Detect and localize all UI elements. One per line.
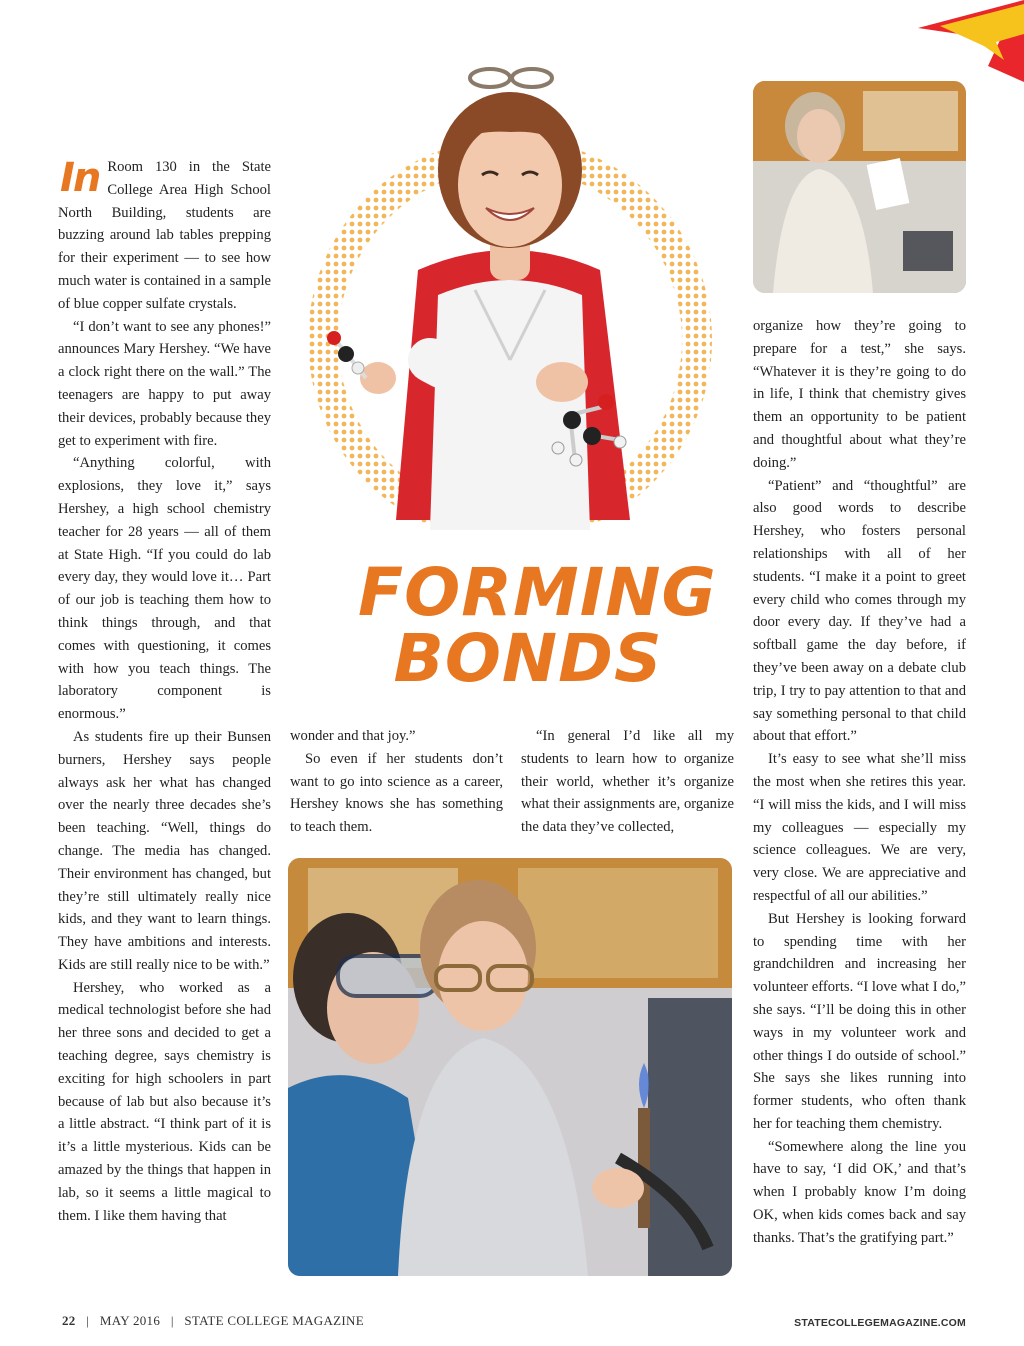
lead-paragraph <box>58 156 271 316</box>
drop-cap: In <box>60 155 100 201</box>
paragraph: “In general I’d like all my students to learn how to organize their world, whether it’s organize what their assignments are, organize the data they’ve collected, <box>521 728 734 836</box>
website-url[interactable]: STATECOLLEGEMAGAZINE.COM <box>794 1317 966 1329</box>
headline-line-2: BONDS <box>393 620 663 697</box>
paragraph: “Patient” and “thoughtful” are also good words to describe Hershey, who fosters personal relationships with all of her students. “I make it a point to greet every child who comes through my door every day. If they’ve had a softball game the day before, if they’ve been away on a debate club trip, I try to pay attention to that and say something personal to that child about that effort.” <box>753 477 966 745</box>
paragraph: “I don’t want to see any phones!” announces Mary Hershey. “We have a clock right there on the wall.” The teenagers are happy to put away their devices, probably because they get to experiment with fire. <box>58 318 271 449</box>
lab-photo-students-bunsen-burner <box>288 858 732 1276</box>
paragraph: It’s easy to see what she’ll miss the most when she retires this year. “I will miss the kids, and I will miss my colleagues — especially my science colleagues. We are very, very close. We are appreciative and respectful of all our abilities.” <box>753 751 966 904</box>
lab-photo-teacher-laughing <box>753 81 966 293</box>
footer-separator: | <box>79 1313 97 1328</box>
portrait-illustration <box>300 60 720 530</box>
paragraph: wonder and that joy.” <box>290 728 416 744</box>
paragraph-text: Room 130 in the State College Area High School North Building, students are buzzing around lab tables prepping for their experiment — to see how much water is contained in a sample of blue copper sulfate crystals. <box>58 159 271 312</box>
footer-separator: | <box>163 1313 181 1328</box>
paragraph: “Anything colorful, with explosions, they love it,” says Hershey, a high school chemistry teacher for 28 years — all of them at State High. “If you could do lab every day, they would love it… Part of our job is teaching them how to think things through, and that comes with questioning, it comes with how you teach things. The laboratory component is enormous.” <box>58 455 271 723</box>
magazine-name: STATE COLLEGE MAGAZINE <box>184 1313 364 1328</box>
paragraph: “Somewhere along the line you have to say, ‘I did OK,’ and that’s when I probably know I’m doing OK, when kids comes back and say thanks. That’s the gratifying part.” <box>753 1138 966 1246</box>
article-headline <box>358 554 717 697</box>
page-number: 22 <box>62 1313 76 1328</box>
footer-folio <box>62 1313 364 1329</box>
paragraph: organize how they’re going to prepare for a test,” she says. “Whatever it is they’re going to do in life, I think that chemistry gives them an opportunity to be patient and thoughtful about what they’re doing.” <box>753 318 966 471</box>
text-column-1 <box>58 156 271 1227</box>
text-column-4 <box>753 315 966 1250</box>
text-column-3 <box>521 725 734 839</box>
paragraph: As students fire up their Bunsen burners, Hershey says people always ask her what has changed over the nearly three decades she’s been teaching. “Well, things do change. The media has changed. Their environment has changed, but they’re still ultimately really nice kids, and they want to learn things. They have ambitions and interests. Kids are still really nice to be with.” <box>58 728 271 973</box>
paragraph: Hershey, who worked as a medical technologist before she had her three sons and decided to get a teaching degree, says chemistry is exciting for high schoolers in part because of lab but also because it’s a little abstract. “I think part of it is it’s a little mysterious. Kids can be amazed by the things that happen in lab, so it seems a little magical to them. I like them having that <box>58 979 271 1224</box>
text-column-2 <box>290 725 503 839</box>
issue-date: MAY 2016 <box>99 1313 161 1328</box>
paragraph: So even if her students don’t want to go into science as a career, Hershey knows she has something to teach them. <box>290 750 503 836</box>
headline-line-1: FORMING <box>358 554 717 631</box>
corner-flare-graphic <box>900 0 1024 90</box>
paragraph: But Hershey is looking forward to spending time with her grandchildren and increasing her volunteer efforts. “I love what I do,” she says. “I’ll be doing this in other ways in my volunteer work and other things I do outside of school.” She says she likes running into former students, who often thank her for teaching them chemistry. <box>753 910 966 1132</box>
